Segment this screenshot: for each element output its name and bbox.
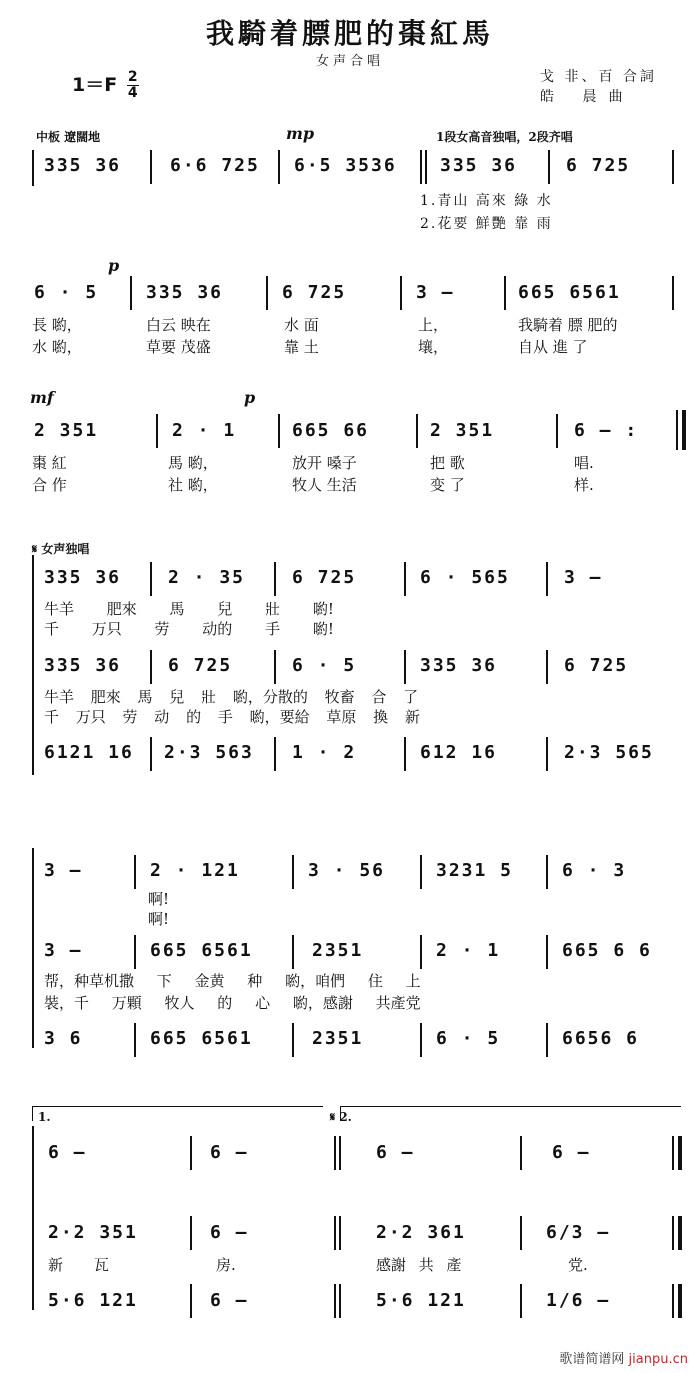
volta-bracket-1 (32, 1106, 323, 1121)
end-repeat-bar-line (682, 410, 686, 450)
bar-line (274, 737, 276, 771)
system-brace (32, 555, 34, 775)
bar-line (134, 1023, 136, 1057)
key-label: 1＝F (72, 74, 118, 96)
lyric-segment: 自从 進 了 (518, 338, 588, 356)
bar-line (546, 737, 548, 771)
lyric-segment: 把 歌 (430, 454, 465, 472)
measure-notes: 2 · 121 (150, 860, 240, 881)
measure-notes: 2 351 (34, 420, 99, 441)
bar-line (520, 1136, 522, 1170)
measure-notes: 2 · 1 (172, 420, 237, 441)
measure-notes: 6·5 3536 (294, 155, 397, 176)
measure-notes: 665 6 6 (562, 940, 652, 961)
system-brace (32, 1126, 34, 1310)
bar-line (548, 150, 550, 184)
measure-notes: 2·3 563 (164, 742, 254, 763)
lyric-segment: 社 喲， (168, 476, 218, 494)
measure-notes: 6 — : (574, 420, 639, 441)
volta-1-label: 1. (38, 1110, 51, 1124)
measure-notes: 665 6561 (150, 1028, 253, 1049)
measure-notes: 2351 (312, 940, 364, 961)
bar-line (339, 1136, 341, 1170)
system-brace (32, 150, 34, 186)
repeat-bar-line (420, 150, 422, 184)
measure-notes: 6 725 (566, 155, 631, 176)
final-bar-line (678, 1216, 682, 1250)
measure-notes: 1/6 — (546, 1290, 611, 1311)
lyric-segment: 放开 嗓子 (292, 454, 357, 472)
bar-line (546, 650, 548, 684)
bar-line (134, 855, 136, 889)
segno-solo-label: 𝄋 女声独唱 (32, 542, 90, 556)
measure-notes: 2·2 351 (48, 1222, 138, 1243)
time-signature (127, 70, 139, 101)
lyric-segment: 水 喲， (32, 338, 82, 356)
watermark-site-name: 歌谱简谱网 (559, 1352, 625, 1367)
bar-line (190, 1136, 192, 1170)
bar-line (274, 650, 276, 684)
final-bar-line (672, 1284, 674, 1318)
bar-line (334, 1284, 336, 1318)
verse-1-lyrics: 1.青山 高來 綠 水 (420, 193, 553, 209)
bar-line (420, 1023, 422, 1057)
dynamic-mark: mf (30, 388, 54, 407)
measure-notes: 3 — (564, 567, 603, 588)
bar-line (546, 1023, 548, 1057)
bar-line (672, 150, 674, 184)
measure-notes: 335 36 (420, 655, 498, 676)
volta-bracket-2 (340, 1106, 681, 1121)
bar-line (546, 855, 548, 889)
bar-line (150, 737, 152, 771)
solo-lyrics-verse-2: 啊! (148, 910, 170, 928)
lyric-segment: 我騎着 膘 肥的 (518, 316, 618, 334)
measure-notes: 6 — (376, 1142, 415, 1163)
bar-line (404, 562, 406, 596)
bar-line (339, 1284, 341, 1318)
song-title: 我騎着膘肥的棗紅馬 (205, 17, 494, 50)
bar-line (334, 1216, 336, 1250)
alto-lyrics-verse-1: 牛羊 肥來 馬 兒 壯 喲，分散的 牧畜 合 了 (44, 688, 419, 706)
end-repeat-bar-line (676, 410, 678, 450)
bar-line (504, 276, 506, 310)
measure-notes: 2 351 (430, 420, 495, 441)
system-brace (32, 848, 34, 1048)
measure-notes: 6121 16 (44, 742, 134, 763)
time-denominator: 4 (127, 85, 138, 101)
bar-line (190, 1216, 192, 1250)
dynamic-mark: mp (286, 124, 315, 143)
lyric-segment: 合 作 (32, 476, 67, 494)
bar-line (546, 935, 548, 969)
measure-notes: 6 725 (564, 655, 629, 676)
measure-notes: 2351 (312, 1028, 364, 1049)
bar-line (420, 935, 422, 969)
song-subtitle: 女声合唱 (315, 54, 384, 69)
alto-lyrics-verse-2: 裝，千 万顆 牧人 的 心 喲，感謝 共產党 (44, 994, 421, 1012)
measure-notes: 6 — (48, 1142, 87, 1163)
bar-line (292, 1023, 294, 1057)
bar-line (672, 276, 674, 310)
measure-notes: 665 6561 (518, 282, 621, 303)
lyric-segment: 白云 映在 (146, 316, 211, 334)
lyric-segment: 变 了 (430, 476, 465, 494)
lyricist-credit: 戈 非、百 合詞 (540, 69, 657, 85)
measure-notes: 6 725 (292, 567, 357, 588)
bar-line (292, 855, 294, 889)
measure-notes: 3 — (44, 940, 83, 961)
measure-notes: 2 · 1 (436, 940, 501, 961)
lyric-segment: 党. (568, 1256, 588, 1274)
lyric-segment: 上， (418, 316, 449, 334)
measure-notes: 6 · 5 (34, 282, 99, 303)
bar-line (404, 650, 406, 684)
lyric-segment: 牧人 生活 (292, 476, 357, 494)
final-bar-line (672, 1216, 674, 1250)
key-signature (72, 70, 139, 101)
measure-notes: 3 6 (44, 1028, 83, 1049)
lyric-segment: 草要 茂盛 (146, 338, 211, 356)
measure-notes: 6656 6 (562, 1028, 640, 1049)
final-bar-line (678, 1136, 682, 1170)
bar-line (404, 737, 406, 771)
measure-notes: 335 36 (44, 567, 122, 588)
bar-line (292, 935, 294, 969)
measure-notes: 335 36 (440, 155, 518, 176)
watermark-domain: jianpu.cn (628, 1352, 688, 1367)
bar-line (556, 414, 558, 448)
measure-notes: 6 — (210, 1290, 249, 1311)
bar-line (266, 276, 268, 310)
verse-2-lyrics: 2.花要 鮮艷 靠 雨 (420, 216, 553, 232)
alto-lyrics-verse-1: 帮，种草机撒 下 金黄 种 喲，咱們 住 上 (44, 972, 421, 990)
bar-line (156, 414, 158, 448)
dynamic-mark: p (244, 388, 256, 407)
measure-notes: 5·6 121 (48, 1290, 138, 1311)
site-watermark (559, 1348, 688, 1367)
bar-line (546, 562, 548, 596)
bar-line (334, 1136, 336, 1170)
lyric-segment: 房. (216, 1256, 236, 1274)
lyric-segment: 样. (574, 476, 594, 494)
verse-instruction: 1段女高音独唱，2段齐唱 (436, 130, 573, 144)
bar-line (339, 1216, 341, 1250)
lyric-segment: 長 喲， (32, 316, 82, 334)
bar-line (278, 150, 280, 184)
bar-line (190, 1284, 192, 1318)
lyric-segment: 感謝 共 產 (376, 1256, 462, 1274)
bar-line (150, 562, 152, 596)
measure-notes: 3 — (44, 860, 83, 881)
measure-notes: 6 · 5 (292, 655, 357, 676)
alto-lyrics-verse-2: 千 万只 劳 动 的 手 喲，要給 草原 換 新 (44, 708, 420, 726)
solo-lyrics-verse-1: 牛羊 肥來 馬 兒 壯 喲! (44, 600, 334, 618)
bar-line (150, 650, 152, 684)
measure-notes: 6 · 565 (420, 567, 510, 588)
lyric-segment: 水 面 (284, 316, 319, 334)
measure-notes: 6·6 725 (170, 155, 260, 176)
composer-credit: 皓 晨曲 (540, 89, 635, 105)
lyric-segment: 唱. (574, 454, 594, 472)
measure-notes: 5·6 121 (376, 1290, 466, 1311)
measure-notes: 335 36 (146, 282, 224, 303)
bar-line (150, 150, 152, 184)
measure-notes: 6 725 (282, 282, 347, 303)
measure-notes: 2 · 35 (168, 567, 246, 588)
measure-notes: 612 16 (420, 742, 498, 763)
tempo-mark: 中板 遼闊地 (36, 130, 101, 144)
lyric-segment: 壤， (418, 338, 449, 356)
measure-notes: 665 6561 (150, 940, 253, 961)
measure-notes: 6/3 — (546, 1222, 611, 1243)
final-bar-line (672, 1136, 674, 1170)
time-numerator: 2 (127, 69, 138, 85)
bar-line (400, 276, 402, 310)
measure-notes: 335 36 (44, 655, 122, 676)
final-bar-line (678, 1284, 682, 1318)
measure-notes: 6 725 (168, 655, 233, 676)
bar-line (520, 1216, 522, 1250)
measure-notes: 6 — (552, 1142, 591, 1163)
measure-notes: 665 66 (292, 420, 370, 441)
measure-notes: 2·2 361 (376, 1222, 466, 1243)
measure-notes: 335 36 (44, 155, 122, 176)
lyric-segment: 新 瓦 (48, 1256, 109, 1274)
bar-line (420, 855, 422, 889)
lyric-segment: 馬 喲， (168, 454, 218, 472)
measure-notes: 6 — (210, 1222, 249, 1243)
measure-notes: 6 · 5 (436, 1028, 501, 1049)
measure-notes: 3231 5 (436, 860, 514, 881)
bar-line (130, 276, 132, 310)
bar-line (134, 935, 136, 969)
bar-line (274, 562, 276, 596)
bar-line (520, 1284, 522, 1318)
bar-line (278, 414, 280, 448)
solo-lyrics-verse-2: 千 万只 劳 动的 手 喲! (44, 620, 334, 638)
measure-notes: 6 · 3 (562, 860, 627, 881)
measure-notes: 3 — (416, 282, 455, 303)
measure-notes: 2·3 565 (564, 742, 654, 763)
bar-line (416, 414, 418, 448)
repeat-bar-line (425, 150, 427, 184)
measure-notes: 6 — (210, 1142, 249, 1163)
lyric-segment: 靠 土 (284, 338, 319, 356)
solo-lyrics-verse-1: 啊! (148, 890, 170, 908)
lyric-segment: 棗 紅 (32, 454, 67, 472)
dynamic-mark: p (108, 256, 120, 275)
volta-2-label: 𝄋 2. (330, 1110, 352, 1124)
measure-notes: 3 · 56 (308, 860, 386, 881)
measure-notes: 1 · 2 (292, 742, 357, 763)
